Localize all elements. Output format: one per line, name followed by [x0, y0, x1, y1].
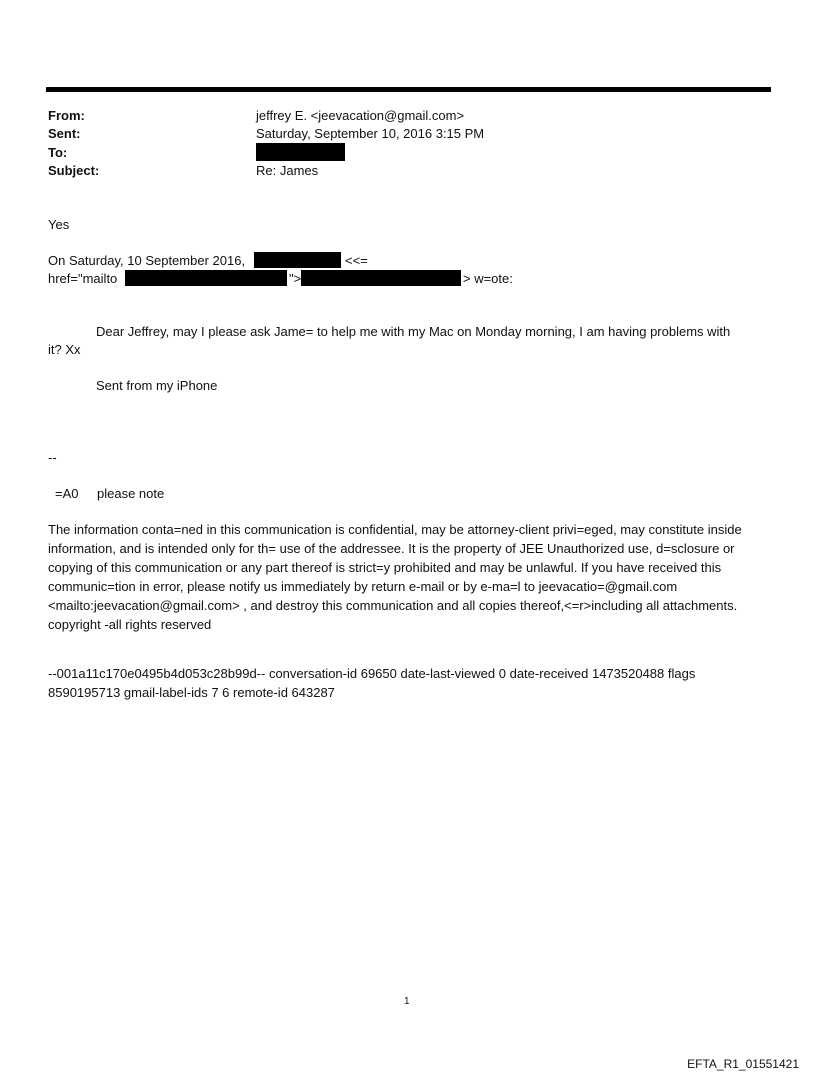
- quote-href: href="mailto: [48, 271, 118, 286]
- header-rule: [46, 87, 771, 92]
- message-line-1: Dear Jeffrey, may I please ask Jame= to help me with my Mac on Monday morning, I am having problems with: [96, 324, 731, 339]
- from-value: jeffrey E. <jeevacation@gmail.com>: [256, 108, 465, 123]
- disclaimer: The information conta=ned in this communication is confidential, may be attorney-client privi=eged, may constitute inside information, and is intended only for th= use of the addressee. It is the property of JEE Unauthorized use, d=sclosure or copying of this communication or any part thereof is strict=y prohibited and may be unlawful. If you have received this communic=tion in error, please notify us immediately by return e-mail or by e-ma=l to jeevacatio=@gmail.com <mailto:jeevacation@gmail.com> , and destroy this communication and all copies thereof,<=r>including all attachments. copyright -all rights reserved: [48, 522, 742, 632]
- sent-value: Saturday, September 10, 2016 3:15 PM: [256, 126, 485, 141]
- to-label: To:: [48, 145, 68, 160]
- message-line-2: it? Xx: [48, 342, 81, 357]
- quote-mid: ">: [289, 271, 302, 286]
- quote-name-redaction: [254, 252, 341, 268]
- metadata: --001a11c170e0495b4d053c28b99d-- conversation-id 69650 date-last-viewed 0 date-received 1473520488 flags 8590195713 gmail-label-ids 7 6 remote-id 643287: [48, 666, 696, 700]
- note-text: please note: [97, 486, 165, 501]
- subject-value: Re: James: [256, 163, 319, 178]
- signature: Sent from my iPhone: [96, 378, 218, 393]
- quote-prefix: On Saturday, 10 September 2016,: [48, 253, 246, 268]
- quote-mailto-redaction: [125, 270, 287, 286]
- quote-address-redaction: [301, 270, 461, 286]
- document-id: EFTA_R1_01551421: [687, 1057, 799, 1071]
- subject-label: Subject:: [48, 163, 100, 178]
- sent-label: Sent:: [48, 126, 81, 141]
- page-number: 1: [404, 996, 410, 1007]
- note-code: =A0: [55, 486, 79, 501]
- separator: --: [48, 450, 57, 465]
- quote-lt: <<=: [345, 253, 368, 268]
- quote-wrote: > w=ote:: [463, 271, 513, 286]
- from-label: From:: [48, 108, 85, 123]
- reply-text: Yes: [48, 217, 70, 232]
- to-redaction: [256, 143, 345, 161]
